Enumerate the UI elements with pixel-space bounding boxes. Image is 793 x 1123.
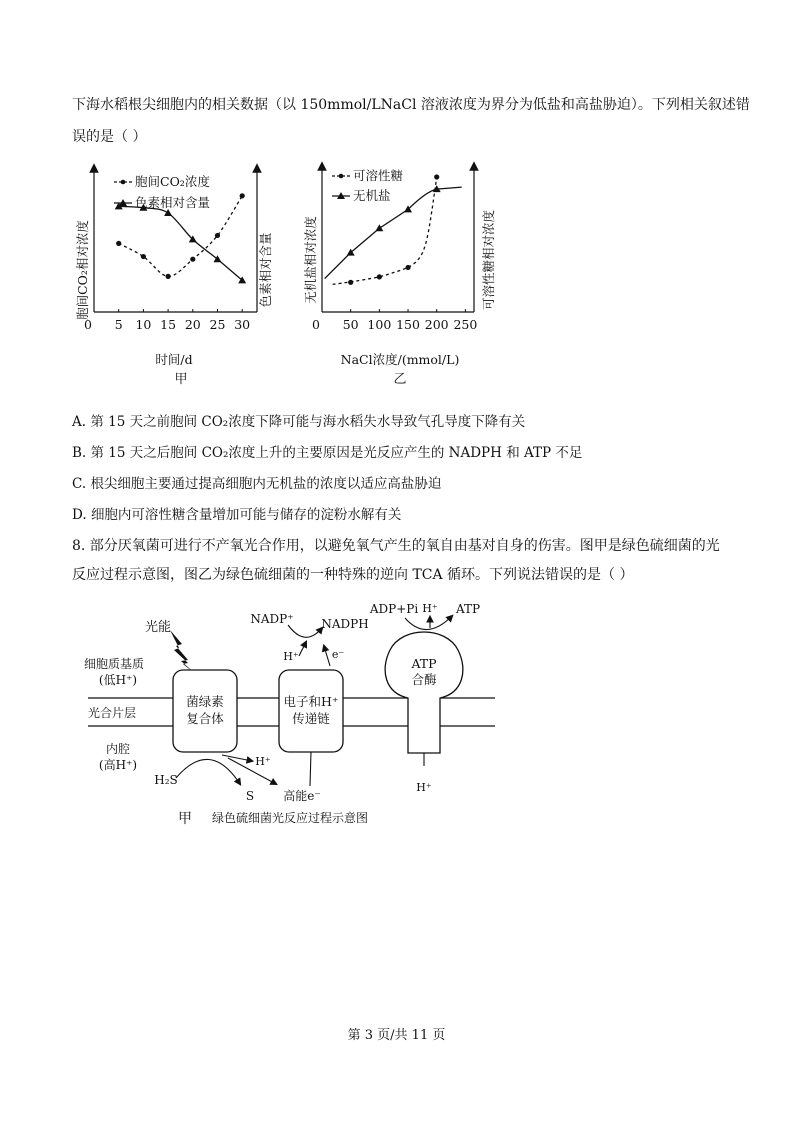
option-c-label: C. xyxy=(72,476,87,492)
jia-x-tick-label: 10 xyxy=(135,317,152,332)
option-d xyxy=(72,503,401,523)
yi-x-tick-label: 200 xyxy=(424,317,449,332)
lightning-icon xyxy=(170,630,198,676)
jia-x-label: 时间/d xyxy=(155,352,193,367)
atp-synthase-label-2: 合酶 xyxy=(411,672,437,687)
jia-pigment-point xyxy=(164,209,172,216)
yi-x-tick-label: 0 xyxy=(312,317,320,332)
h2s-label: H₂S xyxy=(154,773,178,787)
yi-x-tick-label: 100 xyxy=(367,317,392,332)
question-7-stem-line-1: 下海水稻根尖细胞内的相关数据（以 150mmol/LNaCl 溶液浓度为界分为低盐和高盐胁迫）。下列相关叙述错 xyxy=(72,97,750,113)
jia-legend-co2-marker xyxy=(121,180,126,185)
option-a-text: 第 15 天之前胞间 CO₂浓度下降可能与海水稻失水导致气孔导度下降有关 xyxy=(90,414,526,430)
chain-label-1: 电子和H⁺ xyxy=(283,694,339,709)
electron-arrow-up xyxy=(324,646,330,666)
jia-legend-pigment-label: 色素相对含量 xyxy=(135,195,211,210)
atp-synthase xyxy=(385,632,463,753)
option-a xyxy=(72,410,525,430)
yi-sugar-point xyxy=(348,280,353,285)
complex-label-2: 复合体 xyxy=(186,711,224,726)
page-footer: 第 3 页/共 11 页 xyxy=(347,1028,446,1043)
jia-x-tick-label: 0 xyxy=(84,317,92,332)
yi-legend-sugar-label: 可溶性糖 xyxy=(353,168,404,183)
yi-salt-point xyxy=(375,224,383,231)
yi-y-label-right: 可溶性糖相对浓度 xyxy=(481,209,496,311)
jia-legend-co2-label: 胞间CO₂浓度 xyxy=(135,174,210,189)
lumen-label-sub: (高H⁺) xyxy=(98,758,138,772)
atp-synthesis-arrow xyxy=(405,616,452,630)
jia-x-tick-label: 25 xyxy=(209,317,226,332)
question-8-stem-line-1: 8. 部分厌氧菌可进行不产氧光合作用，以避免氧气产生的氧自由基对自身的伤害。图甲是绿色硫细菌的光 xyxy=(72,538,720,554)
electron-transfer-line xyxy=(310,752,311,786)
nadp-label: NADP⁺ xyxy=(250,612,294,626)
jia-pigment-series-line xyxy=(119,206,243,280)
light-reaction-diagram xyxy=(80,598,520,828)
light-energy-label: 光能 xyxy=(144,620,172,635)
atp-product-label: ATP xyxy=(455,602,481,616)
diagram-caption-text: 绿色硫细菌光反应过程示意图 xyxy=(211,811,369,825)
jia-co2-point xyxy=(190,257,195,262)
atp-synthase-label-1: ATP xyxy=(411,656,437,671)
h-plus-release-arrow xyxy=(222,755,252,761)
yi-legend-sugar-marker xyxy=(339,174,344,179)
option-d-text: 细胞内可溶性糖含量增加可能与储存的淀粉水解有关 xyxy=(90,507,402,523)
chart-yi xyxy=(300,160,510,390)
option-a-label: A. xyxy=(72,414,87,430)
option-b xyxy=(72,441,582,461)
nadph-label: NADPH xyxy=(321,617,369,631)
chain-electron-label: e⁻ xyxy=(331,648,345,661)
high-energy-electron-label: 高能e⁻ xyxy=(283,789,321,803)
cytoplasm-label: 细胞质基质 xyxy=(83,657,145,671)
yi-x-tick-label: 250 xyxy=(453,317,478,332)
yi-caption: 乙 xyxy=(393,372,407,387)
nadp-conversion-arrow xyxy=(288,625,322,637)
jia-x-tick-label: 30 xyxy=(234,317,251,332)
yi-x-tick-label: 150 xyxy=(396,317,420,332)
chart-jia xyxy=(74,160,274,390)
diagram-caption-mark: 甲 xyxy=(178,811,192,827)
chain-h-plus-label: H⁺ xyxy=(283,650,299,663)
adp-pi-label: ADP+Pi xyxy=(369,602,419,616)
option-d-label: D. xyxy=(72,507,87,523)
yi-sugar-point xyxy=(405,265,410,270)
jia-caption: 甲 xyxy=(174,372,188,387)
jia-co2-point xyxy=(141,254,146,259)
option-b-label: B. xyxy=(72,445,87,461)
jia-co2-point xyxy=(165,274,170,279)
yi-sugar-point xyxy=(434,174,439,179)
yi-sugar-point xyxy=(377,274,382,279)
synthase-h-plus-bottom: H⁺ xyxy=(416,781,432,794)
jia-co2-point xyxy=(240,193,245,198)
option-b-text: 第 15 天之后胞间 CO₂浓度上升的主要原因是光反应产生的 NADPH 和 ATP 不足 xyxy=(90,445,583,461)
jia-y-label-right: 色素相对含量 xyxy=(258,232,273,308)
h-plus-arrow-up xyxy=(299,642,306,656)
h2s-oxidation-arrow xyxy=(176,759,240,784)
question-8-stem-line-2: 反应过程示意图，图乙为绿色硫细菌的一种特殊的逆向 TCA 循环。下列说法错误的是（ ） xyxy=(72,567,634,583)
cytoplasm-label-sub: (低H⁺) xyxy=(98,673,138,687)
sulfur-label: S xyxy=(245,789,255,803)
jia-x-tick-label: 20 xyxy=(184,317,201,332)
option-c xyxy=(72,472,441,492)
yi-legend-salt-label: 无机盐 xyxy=(353,188,391,203)
lumen-h-plus-label: H⁺ xyxy=(255,755,271,768)
synthase-h-plus-top: H⁺ xyxy=(422,602,438,615)
complex-label-1: 菌绿素 xyxy=(186,694,224,709)
jia-y-label-left: 胞间CO₂相对浓度 xyxy=(75,220,90,320)
jia-x-tick-label: 5 xyxy=(114,317,123,332)
yi-x-label: NaCl浓度/(mmol/L) xyxy=(340,352,460,367)
jia-co2-point xyxy=(215,233,220,238)
option-c-text: 根尖细胞主要通过提高细胞内无机盐的浓度以适应高盐胁迫 xyxy=(90,476,442,492)
jia-co2-point xyxy=(116,241,121,246)
yi-salt-series-line xyxy=(325,187,462,278)
jia-x-tick-label: 15 xyxy=(160,317,177,332)
lumen-label: 内腔 xyxy=(105,742,131,756)
chain-label-2: 传递链 xyxy=(292,711,330,726)
yi-y-label-left: 无机盐相对浓度 xyxy=(303,216,318,304)
yi-x-tick-label: 50 xyxy=(342,317,359,332)
membrane-label: 光合片层 xyxy=(87,706,137,720)
question-7-stem-line-2: 误的是（ ） xyxy=(72,129,147,145)
